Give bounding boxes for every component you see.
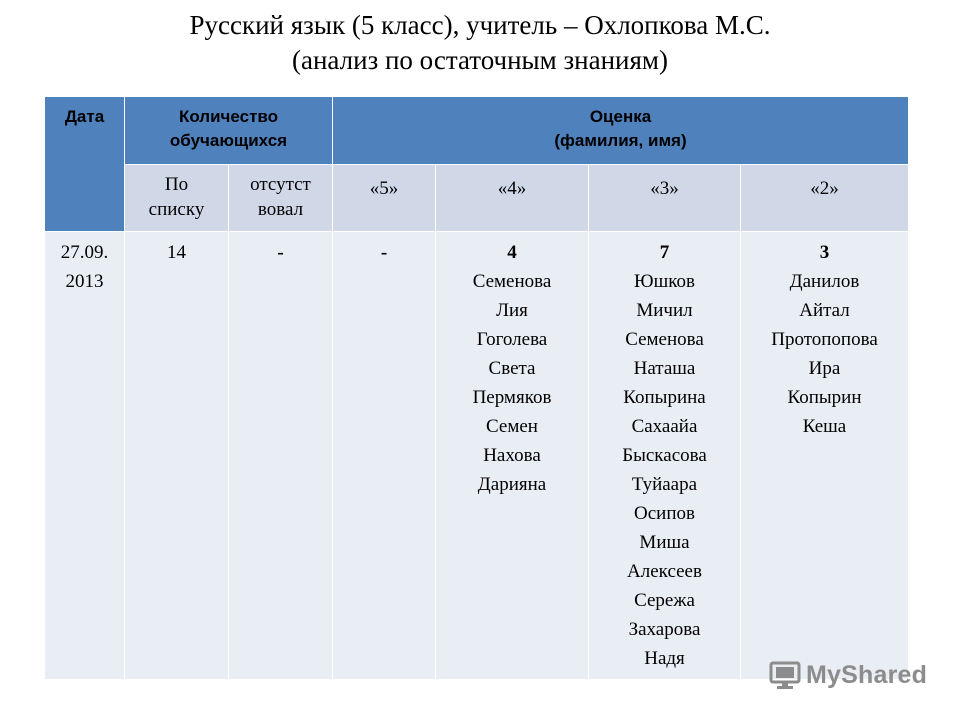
student-name: Копырин [787,386,862,408]
cell-grade-3 [589,231,741,679]
grade-2-names [741,267,908,441]
subheader-by-list: По списку [125,164,229,231]
student-name: Осипов [634,502,695,524]
grade-4-count: 4 [507,241,517,263]
cell-date: 27.09. 2013 [45,231,125,679]
monitor-icon [768,658,802,692]
cell-grade-2 [741,231,909,679]
student-name: Туйаара [631,473,698,495]
student-name: Мичил [636,299,693,321]
student-name: Алексеев [627,560,702,582]
student-name: Копырина [623,386,706,408]
student-name: Семенова [625,328,704,350]
student-name: Миша [639,531,690,553]
subheader-grade-5: «5» [333,164,436,231]
grade-3-names [589,267,740,673]
student-name: Кеша [802,415,847,437]
student-name: Гоголева [476,328,548,350]
student-name: Юшков [634,270,695,292]
student-name: Пермяков [472,386,552,408]
subheader-absent: отсутст вовал [229,164,333,231]
student-name: Надя [644,647,685,669]
page-subtitle: (анализ по остаточным знаниям) [292,45,668,75]
watermark-text: MyShared [806,660,928,689]
student-name: Семенова [472,270,552,292]
student-name: Нахова [483,444,541,466]
student-name: Семен [486,415,538,437]
student-name: Света [488,357,536,379]
header-date: Дата [45,97,125,231]
cell-grade-5: - [333,231,436,679]
grade-2-count: 3 [819,241,830,263]
student-name: Данилов [789,270,860,292]
grades-table [44,97,909,680]
student-name: Айтал [799,299,850,321]
student-name: Быскасова [622,444,707,466]
student-name: Захарова [628,618,701,640]
student-name: Протопопова [771,328,878,350]
grade-3-count: 7 [659,241,670,263]
header-grade: Оценка (фамилия, имя) [333,97,909,164]
cell-by-list: 14 [125,231,229,679]
subheader-grade-4: «4» [436,164,589,231]
student-name: Сережа [634,589,695,611]
student-name: Дарияна [477,473,547,495]
student-name: Лия [496,299,528,321]
subheader-grade-2: «2» [741,164,909,231]
cell-absent: - [229,231,333,679]
student-name: Сахаайа [631,415,698,437]
subheader-grade-3: «3» [589,164,741,231]
student-name: Наташа [633,357,696,379]
watermark-logo [768,655,927,695]
grade-4-names [436,267,588,499]
cell-grade-4 [436,231,589,679]
student-name: Ира [808,357,841,379]
page-title: Русский язык (5 класс), учитель – Охлопкова М.С. [189,10,771,40]
header-student-count: Количество обучающихся [125,97,333,164]
